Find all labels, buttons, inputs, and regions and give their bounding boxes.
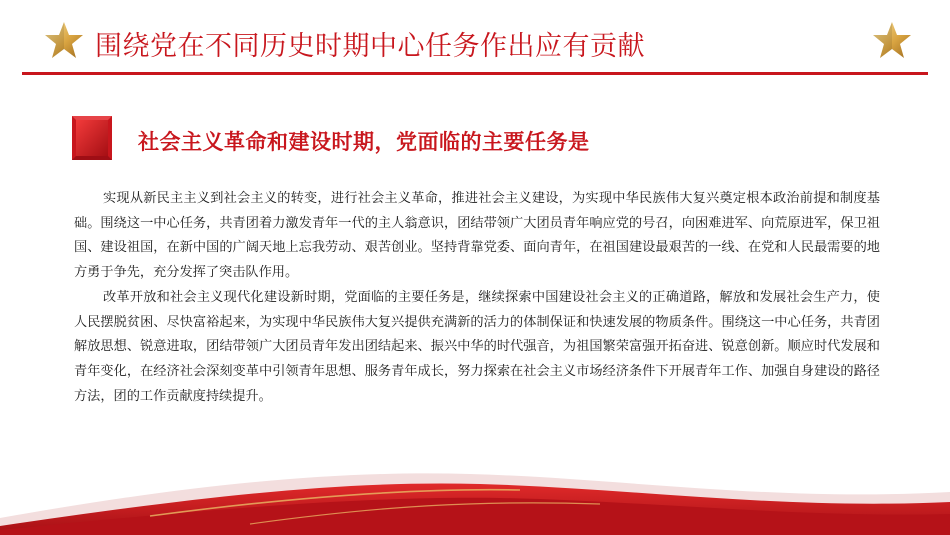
body-text xyxy=(74,187,880,409)
gold-star-icon xyxy=(44,20,84,60)
section-title: 社会主义革命和建设时期，党面临的主要任务是 xyxy=(138,130,590,154)
red-ribbon-wave xyxy=(0,458,950,535)
header-divider xyxy=(22,72,928,75)
paragraph: 实现从新民主主义到社会主义的转变，进行社会主义革命，推进社会主义建设，为实现中华民族伟大复兴奠定根本政治前提和制度基础。围绕这一中心任务，共青团着力激发青年一代的主人翁意识，团结带领广大团员青年响应党的号召，向困难进军、向荒原进军，保卫祖国、建设祖国，在新中国的广阔天地上忘我劳动、艰苦创业。坚持背靠党委、面向青年，在祖国建设最艰苦的一线、在党和人民最需要的地方勇于争先，充分发挥了突击队作用。 xyxy=(74,191,880,281)
page-title: 围绕党在不同历史时期中心任务作出应有贡献 xyxy=(95,31,645,62)
red-square-marker-icon xyxy=(72,116,112,160)
gold-star-icon xyxy=(872,20,912,60)
paragraph: 改革开放和社会主义现代化建设新时期，党面临的主要任务是，继续探索中国建设社会主义的正确道路，解放和发展社会生产力，使人民摆脱贫困、尽快富裕起来，为实现中华民族伟大复兴提供充满新的活力的体制保证和快速发展的物质条件。围绕这一中心任务，共青团解放思想、锐意进取，团结带领广大团员青年发出团结起来、振兴中华的时代强音，为祖国繁荣富强开拓奋进、锐意创新。顺应时代发展和青年变化，在经济社会深刻变革中引领青年思想、服务青年成长，努力探索在社会主义市场经济条件下开展青年工作、加强自身建设的路径方法，团的工作贡献度持续提升。 xyxy=(74,289,880,404)
